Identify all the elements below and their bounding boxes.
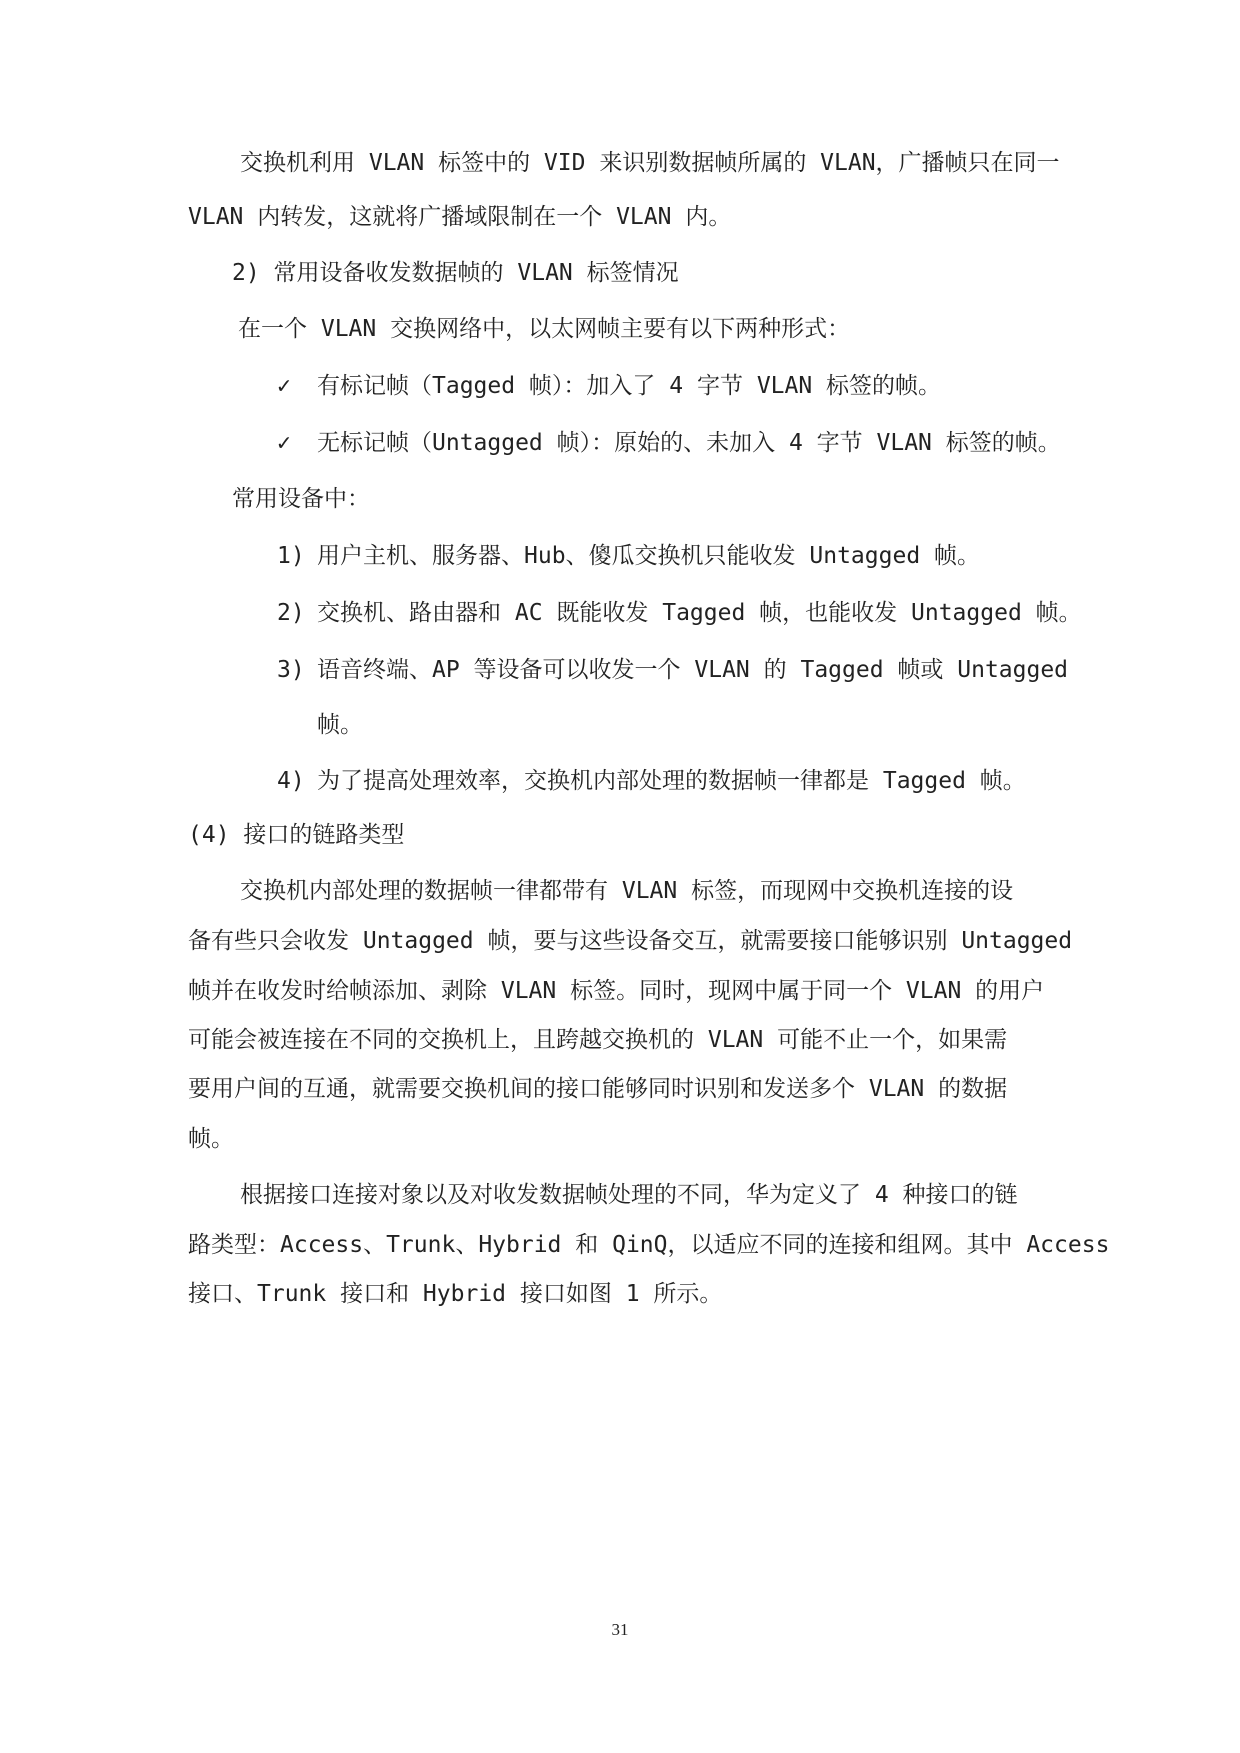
page-number: 31 <box>611 1620 629 1639</box>
frame-type-text: 无标记帧（Untagged 帧）：原始的、未加入 4 字节 VLAN 标签的帧。 <box>317 430 1061 456</box>
frames-intro: 在一个 VLAN 交换网络中，以太网帧主要有以下两种形式： <box>238 316 851 342</box>
frame-type-item <box>277 428 1061 458</box>
list-item-continuation <box>277 710 363 740</box>
list-number: 3) <box>277 657 305 683</box>
frame-type-item <box>277 371 941 401</box>
list-item <box>277 655 1068 685</box>
list-item <box>277 598 1082 628</box>
paragraph-line: 帧并在收发时给帧添加、剥除 VLAN 标签。同时，现网中属于同一个 VLAN 的用户 <box>188 978 1045 1004</box>
paragraph-line: 备有些只会收发 Untagged 帧，要与这些设备交互，就需要接口能够识别 Untagged <box>188 928 1073 954</box>
section-heading: (4) 接口的链路类型 <box>188 822 405 848</box>
list-item-text: 帧。 <box>317 712 363 738</box>
list-number: 2) <box>277 600 305 626</box>
paragraph-line: 要用户间的互通，就需要交换机间的接口能够同时识别和发送多个 VLAN 的数据 <box>188 1076 1008 1102</box>
frame-type-text: 有标记帧（Tagged 帧）：加入了 4 字节 VLAN 标签的帧。 <box>317 373 942 399</box>
devices-heading: 常用设备中： <box>232 486 370 512</box>
paragraph-line: 路类型：Access、Trunk、Hybrid 和 QinQ，以适应不同的连接和组网。其中 Access <box>188 1232 1110 1258</box>
intro-line-1: 交换机利用 VLAN 标签中的 VID 来识别数据帧所属的 VLAN，广播帧只在同一 <box>240 150 1060 176</box>
list-item-text: 交换机、路由器和 AC 既能收发 Tagged 帧，也能收发 Untagged 帧。 <box>317 600 1082 626</box>
checkmark-icon: ✓ <box>277 373 291 399</box>
list-item-text: 语音终端、AP 等设备可以收发一个 VLAN 的 Tagged 帧或 Untagged <box>317 657 1069 683</box>
list-item-text: 用户主机、服务器、Hub、傻瓜交换机只能收发 Untagged 帧。 <box>317 543 981 569</box>
list-item <box>277 766 1026 796</box>
list-number: 4) <box>277 768 305 794</box>
paragraph-line: 帧。 <box>188 1126 234 1152</box>
paragraph-line: 交换机内部处理的数据帧一律都带有 VLAN 标签，而现网中交换机连接的设 <box>240 878 1014 904</box>
subheading: 2) 常用设备收发数据帧的 VLAN 标签情况 <box>232 260 679 286</box>
paragraph-line: 可能会被连接在不同的交换机上，且跨越交换机的 VLAN 可能不止一个，如果需 <box>188 1027 1008 1053</box>
list-item-text: 为了提高处理效率，交换机内部处理的数据帧一律都是 Tagged 帧。 <box>317 768 1026 794</box>
paragraph-line: 根据接口连接对象以及对收发数据帧处理的不同，华为定义了 4 种接口的链 <box>240 1182 1018 1208</box>
list-number: 1) <box>277 543 305 569</box>
checkmark-icon: ✓ <box>277 430 291 456</box>
paragraph-line: 接口、Trunk 接口和 Hybrid 接口如图 1 所示。 <box>188 1281 723 1307</box>
intro-line-2: VLAN 内转发，这就将广播域限制在一个 VLAN 内。 <box>188 204 732 230</box>
list-item <box>277 541 980 571</box>
